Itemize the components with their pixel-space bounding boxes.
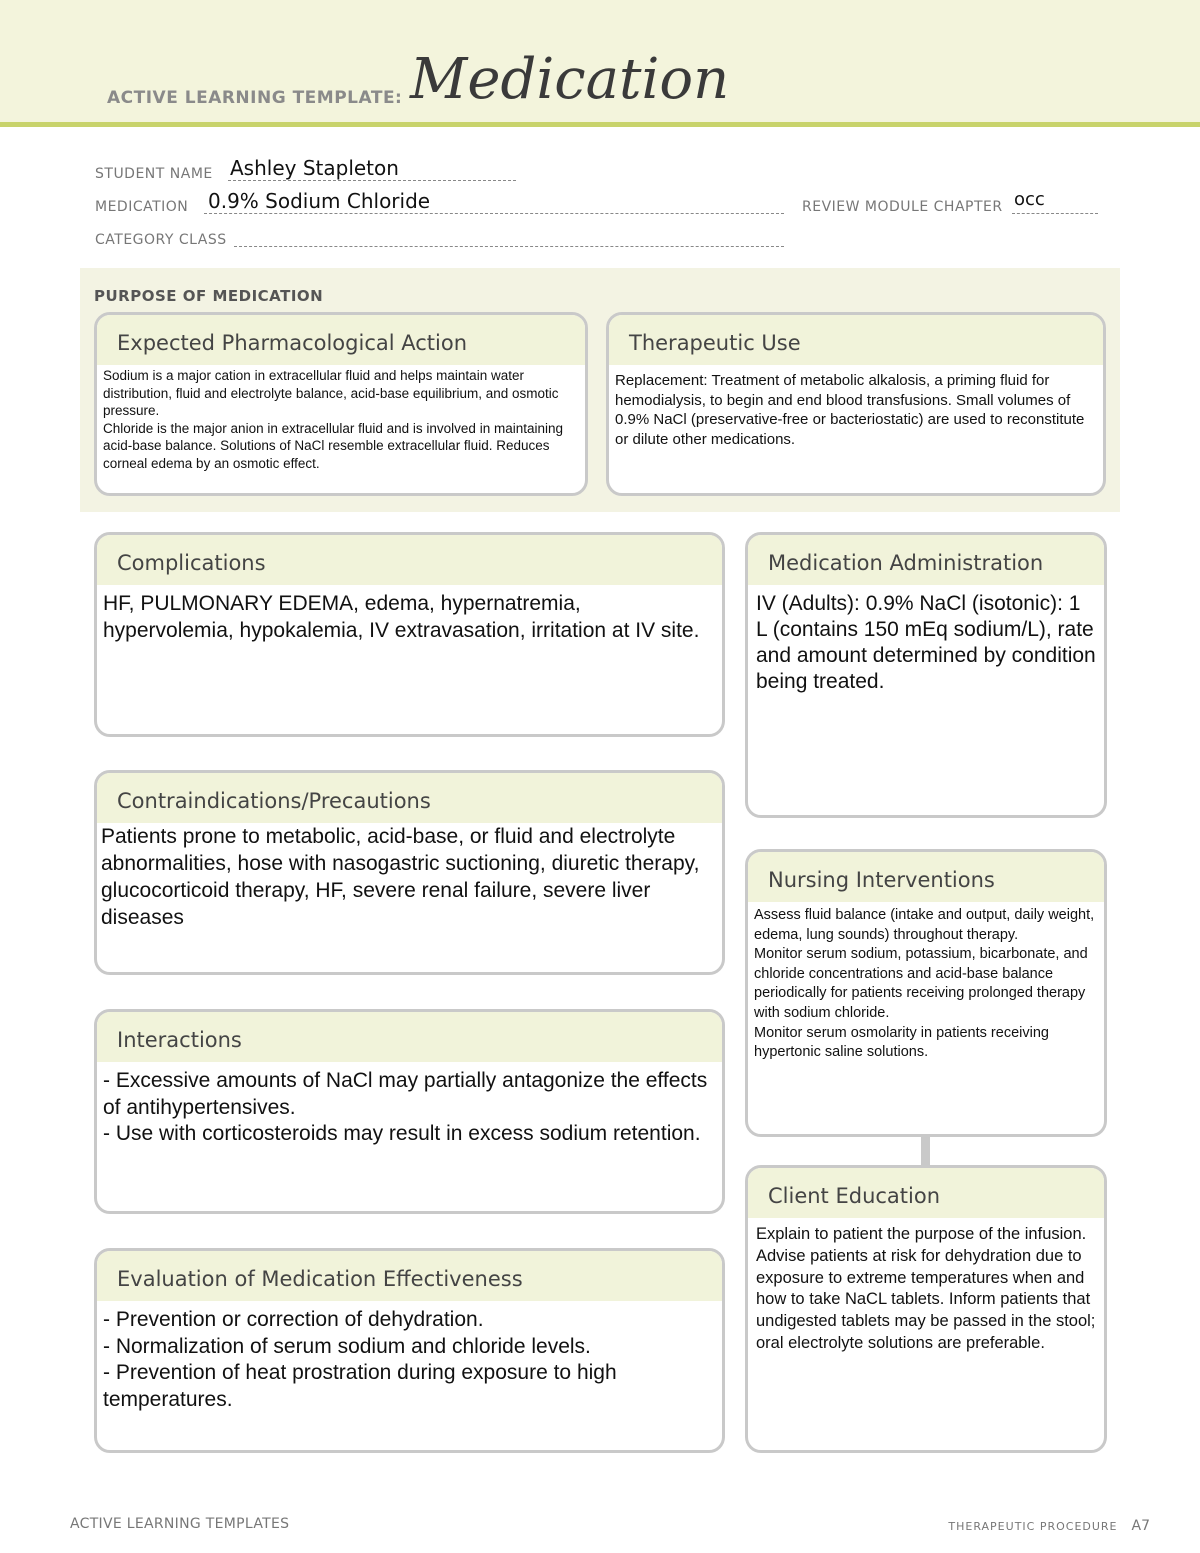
therapeutic-use-heading: Therapeutic Use	[609, 315, 1103, 365]
contraindications-text[interactable]: Patients prone to metabolic, acid-base, or fluid and electrolyte abnormalities, hose with nasogastric suctioning, diuretic therapy, glucocorticoid therapy, HF, severe renal failure, severe liver diseases	[101, 825, 700, 929]
administration-heading: Medication Administration	[748, 535, 1104, 585]
footer-left: ACTIVE LEARNING TEMPLATES	[70, 1516, 290, 1532]
category-class-label: CATEGORY CLASS	[95, 232, 227, 248]
review-module-field[interactable]: occ	[1014, 189, 1045, 210]
footer-page-number: A7	[1131, 1518, 1150, 1534]
student-name-line	[228, 180, 516, 181]
footer-right	[948, 1518, 1150, 1534]
connector-bar	[921, 1136, 930, 1166]
therapeutic-use-box	[606, 312, 1106, 496]
review-module-line	[1012, 213, 1098, 214]
student-name-label: STUDENT NAME	[95, 166, 213, 182]
contraindications-box	[94, 770, 725, 975]
footer-section: THERAPEUTIC PROCEDURE	[948, 1520, 1118, 1533]
interactions-box	[94, 1009, 725, 1214]
student-name-field[interactable]: Ashley Stapleton	[230, 156, 399, 180]
evaluation-text[interactable]: - Prevention or correction of dehydration. - Normalization of serum sodium and chloride levels. - Prevention of heat prostration during exposure to high temperatures.	[103, 1308, 617, 1411]
complications-text[interactable]: HF, PULMONARY EDEMA, edema, hypernatremia, hypervolemia, hypokalemia, IV extravasation, irritation at IV site.	[103, 592, 700, 642]
therapeutic-use-text[interactable]: Replacement: Treatment of metabolic alkalosis, a priming fluid for hemodialysis, to begin and end blood transfusions. Small volumes of 0.9% NaCl (preservative-free or bacteriostatic) are used to reconstitute or dilute other medications.	[615, 372, 1085, 448]
interactions-text[interactable]: - Excessive amounts of NaCl may partially antagonize the effects of antihypertensives. - Use with corticosteroids may result in excess sodium retention.	[103, 1069, 708, 1145]
category-class-line	[234, 246, 784, 247]
evaluation-box	[94, 1248, 725, 1453]
nursing-heading: Nursing Interventions	[748, 852, 1104, 902]
medication-field[interactable]: 0.9% Sodium Chloride	[208, 189, 431, 213]
purpose-title: PURPOSE OF MEDICATION	[94, 287, 324, 305]
medication-line	[204, 213, 784, 214]
medication-label: MEDICATION	[95, 199, 189, 215]
administration-text[interactable]: IV (Adults): 0.9% NaCl (isotonic): 1 L (contains 150 mEq sodium/L), rate and amount determined by condition being treated.	[756, 592, 1096, 693]
client-education-box	[745, 1165, 1107, 1453]
evaluation-heading: Evaluation of Medication Effectiveness	[97, 1251, 722, 1301]
nursing-text[interactable]: Assess fluid balance (intake and output, daily weight, edema, lung sounds) throughout therapy. Monitor serum sodium, potassium, bicarbonate, and chloride concentrations and acid-base balance periodically for patients receiving prolonged therapy with sodium chloride. Monitor serum osmolarity in patients receiving hypertonic saline solutions.	[754, 907, 1095, 1061]
expected-action-text[interactable]: Sodium is a major cation in extracellular fluid and helps maintain water distribution, fluid and electrolyte balance, acid-base equilibrium, and osmotic pressure. Chloride is the major anion in extracellular fluid and is involved in maintaining acid-base balance. Solutions of NaCl resemble extracellular fluid. Reduces corneal edema by an osmotic effect.	[103, 368, 563, 471]
client-education-heading: Client Education	[748, 1168, 1104, 1218]
review-module-label: REVIEW MODULE CHAPTER	[802, 199, 1003, 215]
complications-box	[94, 532, 725, 737]
complications-heading: Complications	[97, 535, 722, 585]
client-education-text[interactable]: Explain to patient the purpose of the infusion. Advise patients at risk for dehydration due to exposure to extreme temperatures when and how to take NaCL tablets. Inform patients that undigested tablets may be passed in the stool; oral electrolyte solutions are preferable.	[756, 1225, 1096, 1352]
page-title: Medication	[410, 47, 730, 112]
nursing-box	[745, 849, 1107, 1137]
contraindications-heading: Contraindications/Precautions	[97, 773, 722, 823]
administration-box	[745, 532, 1107, 818]
expected-action-heading: Expected Pharmacological Action	[97, 315, 585, 365]
expected-action-box	[94, 312, 588, 496]
template-label: ACTIVE LEARNING TEMPLATE:	[107, 88, 403, 108]
header-rule	[0, 122, 1200, 127]
interactions-heading: Interactions	[97, 1012, 722, 1062]
